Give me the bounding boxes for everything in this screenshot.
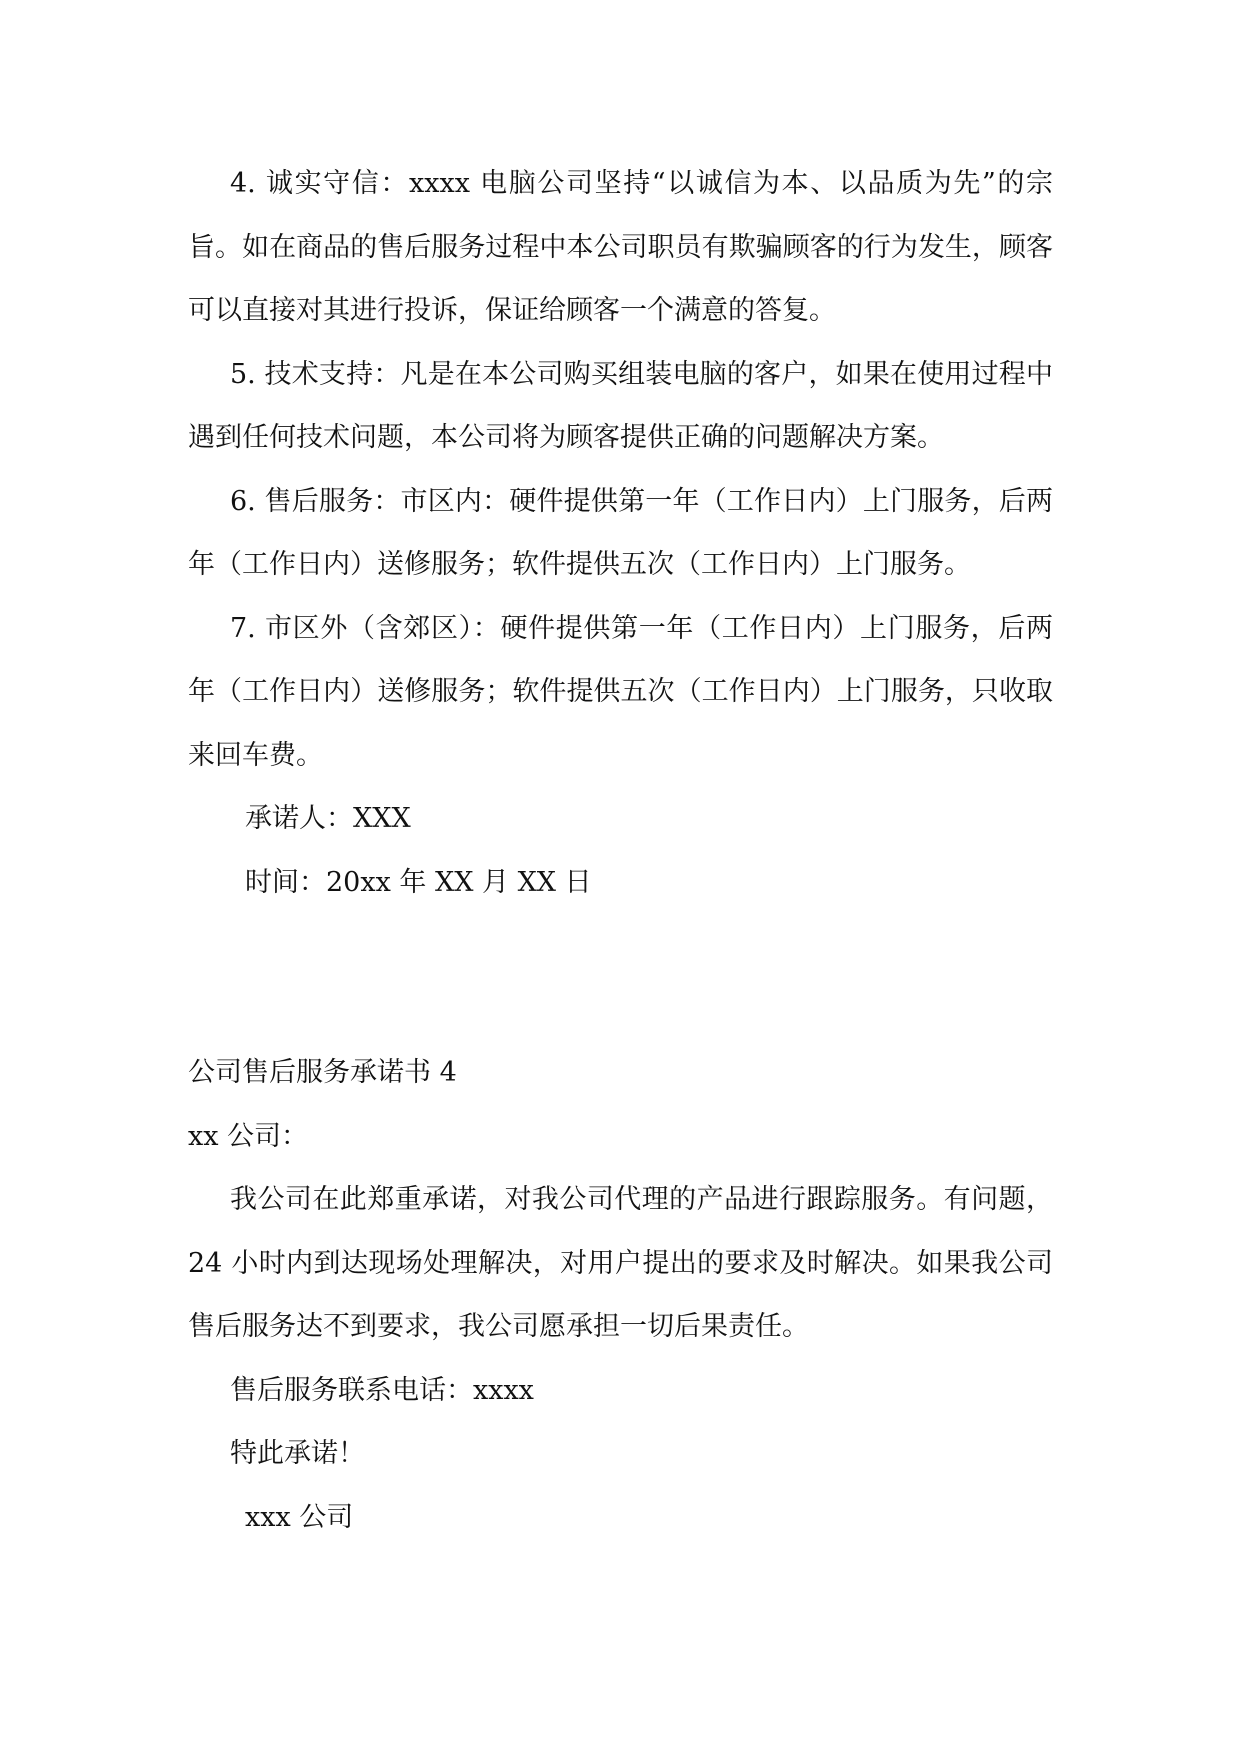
promisor-line: 承诺人：XXX xyxy=(245,803,411,834)
closing-line: 特此承诺！ xyxy=(230,1438,365,1469)
date-line: 时间：20xx 年 XX 月 XX 日 xyxy=(245,866,592,898)
salutation: xx 公司： xyxy=(188,1120,309,1152)
company-signature: xxx 公司 xyxy=(245,1501,354,1533)
item-tech-support: 5. 技术支持：凡是在本公司购买组装电脑的客户，如果在使用过程中遇到任何技术问题，本公司将为顾客提供正确的问题解决方案。 xyxy=(188,358,1053,453)
section-gap xyxy=(188,914,1053,1041)
item-after-sales-suburban: 7. 市区外（含郊区）：硬件提供第一年（工作日内）上门服务，后两年（工作日内）送修服务；软件提供五次（工作日内）上门服务，只收取来回车费。 xyxy=(188,612,1053,771)
section-title: 公司售后服务承诺书 4 xyxy=(188,1057,457,1088)
item-after-sales-urban: 6. 售后服务：市区内：硬件提供第一年（工作日内）上门服务，后两年（工作日内）送修服务；软件提供五次（工作日内）上门服务。 xyxy=(188,485,1053,580)
contact-phone-line: 售后服务联系电话：xxxx xyxy=(230,1374,534,1406)
item-honesty: 4. 诚实守信：xxxx 电脑公司坚持“以诚信为本、以品质为先”的宗旨。如在商品的售后服务过程中本公司职员有欺骗顾客的行为发生，顾客可以直接对其进行投诉，保证给顾客一个满意的答复。 xyxy=(188,168,1053,326)
commitment-body: 我公司在此郑重承诺，对我公司代理的产品进行跟踪服务。有问题，24 小时内到达现场处理解决，对用户提出的要求及时解决。如果我公司售后服务达不到要求，我公司愿承担一切后果责任。 xyxy=(188,1184,1053,1342)
document-content xyxy=(188,152,1053,1549)
